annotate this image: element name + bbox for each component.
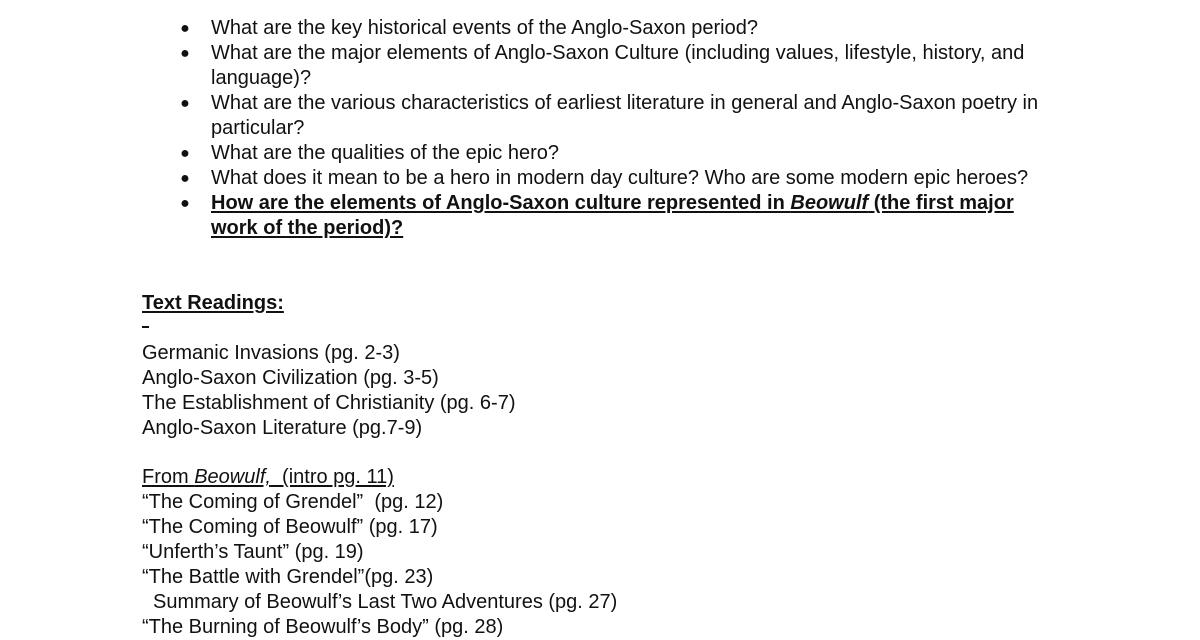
question-text: What are the qualities of the epic hero? bbox=[211, 142, 559, 164]
readings-list bbox=[142, 341, 516, 441]
reading-item: “Unferth’s Taunt” (pg. 19) bbox=[142, 541, 364, 563]
question-text: What does it mean to be a hero in modern day culture? Who are some modern epic heroes? bbox=[211, 167, 1029, 189]
readings-heading: Text Readings: bbox=[142, 292, 284, 314]
bullet-icon: ● bbox=[180, 170, 190, 187]
reading-item: Anglo-Saxon Civilization (pg. 3-5) bbox=[142, 367, 439, 389]
question-item bbox=[0, 41, 1200, 91]
beowulf-intro-prefix: From bbox=[142, 466, 195, 488]
reading-item: The Establishment of Christianity (pg. 6-7) bbox=[142, 392, 516, 414]
beowulf-readings-list bbox=[142, 465, 617, 640]
beowulf-title: Beowulf bbox=[790, 192, 869, 214]
summary-item: Summary of Beowulf’s Last Two Adventures (pg. 27) bbox=[153, 591, 618, 613]
question-text: What are the various characteristics of earliest literature in general and Anglo-Saxon poetry in particular? bbox=[211, 92, 1039, 139]
question-text: What are the key historical events of the Anglo-Saxon period? bbox=[211, 17, 758, 39]
emphasized-question-text bbox=[211, 192, 1014, 239]
question-item bbox=[0, 91, 1200, 141]
question-item bbox=[0, 16, 1200, 41]
emphasized-question-after: (the first major work of the period)? bbox=[211, 192, 1014, 239]
beowulf-intro-suffix: (intro pg. 11) bbox=[270, 466, 394, 488]
question-item bbox=[0, 166, 1200, 191]
question-item bbox=[0, 141, 1200, 166]
reading-item: “The Coming of Beowulf” (pg. 17) bbox=[142, 516, 438, 538]
beowulf-intro-title: Beowulf, bbox=[194, 466, 271, 488]
reading-item: Anglo-Saxon Literature (pg.7-9) bbox=[142, 417, 423, 439]
reading-item: “The Battle with Grendel”(pg. 23) bbox=[142, 566, 434, 588]
emphasized-question-item bbox=[0, 191, 1200, 241]
reading-item: “The Burning of Beowulf’s Body” (pg. 28) bbox=[142, 616, 504, 638]
bullet-icon: ● bbox=[180, 145, 190, 162]
emphasized-question-before: How are the elements of Anglo-Saxon culture represented in bbox=[211, 192, 791, 214]
beowulf-intro-line bbox=[142, 465, 617, 490]
cursor-mark bbox=[142, 326, 149, 328]
bullet-icon: ● bbox=[180, 195, 190, 212]
bullet-icon: ● bbox=[180, 20, 190, 37]
bullet-icon: ● bbox=[180, 45, 190, 62]
reading-item: Germanic Invasions (pg. 2-3) bbox=[142, 342, 400, 364]
bullet-icon: ● bbox=[180, 95, 190, 112]
question-text: What are the major elements of Anglo-Saxon Culture (including values, lifestyle, history, and language)? bbox=[211, 42, 1025, 89]
reading-item: “The Coming of Grendel” (pg. 12) bbox=[142, 491, 444, 513]
essential-questions-list bbox=[0, 16, 1200, 241]
